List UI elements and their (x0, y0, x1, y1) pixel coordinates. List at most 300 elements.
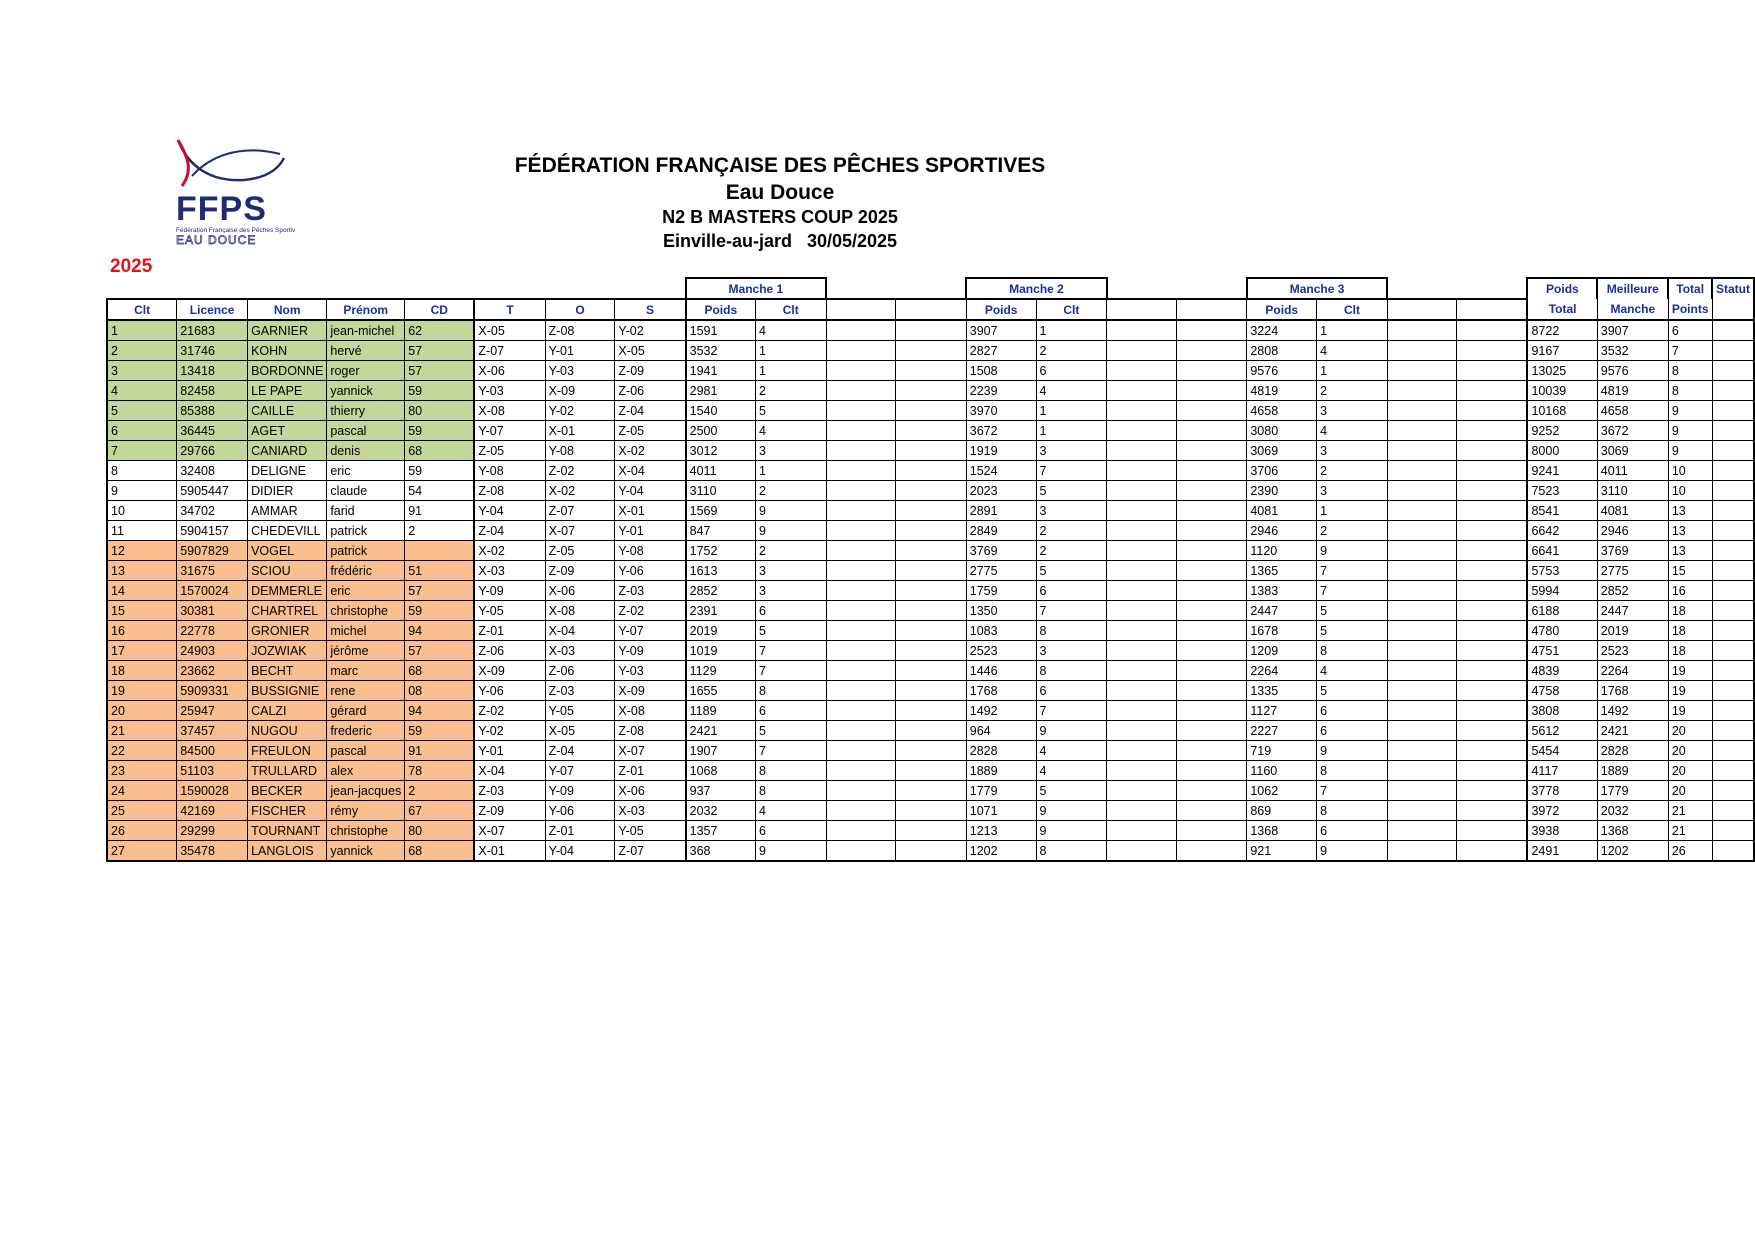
result-row (107, 581, 1754, 601)
cell-total: 10039 (1527, 381, 1597, 401)
cell-best: 4011 (1597, 461, 1668, 481)
result-row (107, 320, 1754, 341)
cell-clt: 25 (107, 801, 177, 821)
cell-total: 3938 (1527, 821, 1597, 841)
cell-t: Z-04 (474, 521, 545, 541)
cell-p3: 921 (1247, 841, 1317, 862)
cell-empty (826, 441, 896, 461)
cell-total: 6641 (1527, 541, 1597, 561)
cell-nom: BUSSIGNIE (248, 681, 327, 701)
cell-empty (826, 841, 896, 862)
cell-c1: 1 (755, 361, 826, 381)
cell-p1: 2019 (686, 621, 756, 641)
cell-total: 4117 (1527, 761, 1597, 781)
cell-total: 10168 (1527, 401, 1597, 421)
cell-best: 1779 (1597, 781, 1668, 801)
cell-c1: 9 (755, 841, 826, 862)
cell-cd: 68 (405, 841, 475, 862)
column-header-row (107, 299, 1754, 320)
result-row (107, 361, 1754, 381)
cell-t: Y-04 (474, 501, 545, 521)
cell-points: 16 (1668, 581, 1712, 601)
cell-clt: 9 (107, 481, 177, 501)
cell-p2: 3907 (966, 320, 1036, 341)
cell-t: Z-07 (474, 341, 545, 361)
cell-c1: 8 (755, 681, 826, 701)
cell-empty (826, 661, 896, 681)
cell-nom: JOZWIAK (248, 641, 327, 661)
cell-clt: 19 (107, 681, 177, 701)
cell-c3: 1 (1317, 320, 1388, 341)
cell-t: X-04 (474, 761, 545, 781)
cell-total: 8541 (1527, 501, 1597, 521)
cell-points: 19 (1668, 681, 1712, 701)
cell-empty (1176, 381, 1247, 401)
cell-o: X-09 (545, 381, 615, 401)
cell-p3: 1368 (1247, 821, 1317, 841)
cell-empty (1107, 381, 1177, 401)
cell-c2: 2 (1036, 521, 1107, 541)
cell-cd: 59 (405, 421, 475, 441)
result-row (107, 681, 1754, 701)
result-row (107, 541, 1754, 561)
cell-total: 3808 (1527, 701, 1597, 721)
cell-empty (1387, 741, 1457, 761)
cell-c2: 8 (1036, 661, 1107, 681)
cell-empty (1107, 821, 1177, 841)
cell-empty (1387, 341, 1457, 361)
cell-clt: 27 (107, 841, 177, 862)
cell-total: 4751 (1527, 641, 1597, 661)
cell-p3: 869 (1247, 801, 1317, 821)
results-table (106, 277, 1755, 862)
cell-empty (1107, 701, 1177, 721)
cell-empty (826, 781, 896, 801)
result-row (107, 741, 1754, 761)
cell-p3: 2946 (1247, 521, 1317, 541)
cell-p1: 1540 (686, 401, 756, 421)
cell-licence: 30381 (177, 601, 248, 621)
cell-p3: 9576 (1247, 361, 1317, 381)
cell-c3: 2 (1317, 461, 1388, 481)
cell-points: 21 (1668, 821, 1712, 841)
cell-nom: DIDIER (248, 481, 327, 501)
cell-clt: 8 (107, 461, 177, 481)
cell-c2: 4 (1036, 761, 1107, 781)
cell-best: 1889 (1597, 761, 1668, 781)
cell-empty (1176, 521, 1247, 541)
cell-licence: 35478 (177, 841, 248, 862)
cell-empty (1457, 721, 1528, 741)
cell-c1: 5 (755, 621, 826, 641)
cell-licence: 84500 (177, 741, 248, 761)
cell-empty (1176, 361, 1247, 381)
cell-empty (1387, 641, 1457, 661)
cell-empty (1457, 841, 1528, 862)
cell-empty (1176, 821, 1247, 841)
cell-best: 4081 (1597, 501, 1668, 521)
total-points-header-top: Total (1668, 278, 1712, 299)
cell-empty (1712, 501, 1754, 521)
cell-best: 2946 (1597, 521, 1668, 541)
cell-prenom: roger (327, 361, 405, 381)
year-label: 2025 (110, 256, 153, 277)
cell-clt: 26 (107, 821, 177, 841)
cell-clt: 1 (107, 320, 177, 341)
cell-clt: 16 (107, 621, 177, 641)
cell-empty (1387, 661, 1457, 681)
cell-empty (1457, 761, 1528, 781)
cell-empty (1457, 320, 1528, 341)
cell-nom: NUGOU (248, 721, 327, 741)
cell-p3: 4819 (1247, 381, 1317, 401)
cell-empty (1387, 681, 1457, 701)
cell-empty (1176, 581, 1247, 601)
cell-empty (1387, 541, 1457, 561)
cell-best: 2032 (1597, 801, 1668, 821)
cell-o: Z-03 (545, 681, 615, 701)
col-poids-2: Poids (966, 299, 1036, 320)
cell-best: 3769 (1597, 541, 1668, 561)
cell-empty (1387, 601, 1457, 621)
cell-empty (1457, 341, 1528, 361)
cell-empty (1457, 561, 1528, 581)
cell-empty (1176, 681, 1247, 701)
cell-cd: 57 (405, 341, 475, 361)
cell-empty (826, 761, 896, 781)
cell-p2: 2828 (966, 741, 1036, 761)
result-row (107, 821, 1754, 841)
cell-p1: 1613 (686, 561, 756, 581)
cell-points: 20 (1668, 781, 1712, 801)
cell-nom: SCIOU (248, 561, 327, 581)
cell-empty (896, 701, 967, 721)
cell-best: 1768 (1597, 681, 1668, 701)
cell-cd: 59 (405, 601, 475, 621)
cell-c2: 3 (1036, 441, 1107, 461)
cell-points: 26 (1668, 841, 1712, 862)
cell-empty (1387, 721, 1457, 741)
cell-o: X-07 (545, 521, 615, 541)
cell-nom: CALZI (248, 701, 327, 721)
cell-empty (896, 481, 967, 501)
cell-best: 3069 (1597, 441, 1668, 461)
cell-empty (1107, 401, 1177, 421)
cell-points: 8 (1668, 381, 1712, 401)
cell-best: 3532 (1597, 341, 1668, 361)
cell-p1: 1189 (686, 701, 756, 721)
cell-clt: 7 (107, 441, 177, 461)
cell-c2: 1 (1036, 401, 1107, 421)
result-row (107, 561, 1754, 581)
cell-c3: 2 (1317, 381, 1388, 401)
cell-empty (1176, 561, 1247, 581)
cell-s: Y-06 (615, 561, 686, 581)
cell-clt: 22 (107, 741, 177, 761)
cell-c2: 4 (1036, 741, 1107, 761)
cell-p2: 1508 (966, 361, 1036, 381)
cell-c1: 9 (755, 521, 826, 541)
cell-c3: 8 (1317, 801, 1388, 821)
cell-empty (896, 621, 967, 641)
result-row (107, 441, 1754, 461)
cell-empty (1107, 541, 1177, 561)
cell-best: 2421 (1597, 721, 1668, 741)
col-cd: CD (405, 299, 475, 320)
cell-total: 6188 (1527, 601, 1597, 621)
cell-total: 5994 (1527, 581, 1597, 601)
cell-s: Z-02 (615, 601, 686, 621)
cell-p2: 1919 (966, 441, 1036, 461)
cell-c1: 4 (755, 421, 826, 441)
cell-empty (1712, 781, 1754, 801)
cell-cd: 2 (405, 781, 475, 801)
cell-p3: 1678 (1247, 621, 1317, 641)
cell-total: 4839 (1527, 661, 1597, 681)
cell-empty (1107, 481, 1177, 501)
cell-o: Z-08 (545, 320, 615, 341)
cell-best: 9576 (1597, 361, 1668, 381)
cell-c2: 5 (1036, 481, 1107, 501)
manche3-header: Manche 3 (1247, 278, 1387, 299)
cell-o: Z-05 (545, 541, 615, 561)
cell-empty (1107, 521, 1177, 541)
cell-empty (1387, 381, 1457, 401)
cell-p2: 2023 (966, 481, 1036, 501)
cell-points: 9 (1668, 401, 1712, 421)
cell-empty (826, 501, 896, 521)
cell-empty (896, 581, 967, 601)
cell-c1: 6 (755, 701, 826, 721)
cell-points: 18 (1668, 601, 1712, 621)
cell-best: 4658 (1597, 401, 1668, 421)
cell-empty (896, 641, 967, 661)
col-meilleure-manche: Manche (1597, 299, 1668, 320)
cell-c1: 6 (755, 821, 826, 841)
cell-cd: 68 (405, 441, 475, 461)
cell-p1: 3012 (686, 441, 756, 461)
cell-p1: 937 (686, 781, 756, 801)
cell-total: 2491 (1527, 841, 1597, 862)
cell-t: Y-05 (474, 601, 545, 621)
cell-empty (1107, 741, 1177, 761)
cell-licence: 24903 (177, 641, 248, 661)
cell-s: Y-08 (615, 541, 686, 561)
cell-empty (1457, 501, 1528, 521)
cell-p3: 3224 (1247, 320, 1317, 341)
cell-p1: 2500 (686, 421, 756, 441)
result-row (107, 621, 1754, 641)
cell-total: 13025 (1527, 361, 1597, 381)
cell-o: X-03 (545, 641, 615, 661)
cell-empty (896, 741, 967, 761)
cell-p2: 1202 (966, 841, 1036, 862)
cell-licence: 1570024 (177, 581, 248, 601)
cell-prenom: jean-jacques (327, 781, 405, 801)
cell-empty (1712, 721, 1754, 741)
result-row (107, 521, 1754, 541)
cell-empty (826, 681, 896, 701)
cell-licence: 31746 (177, 341, 248, 361)
cell-p1: 2421 (686, 721, 756, 741)
cell-nom: TRULLARD (248, 761, 327, 781)
cell-clt: 18 (107, 661, 177, 681)
cell-c2: 8 (1036, 621, 1107, 641)
cell-p1: 1357 (686, 821, 756, 841)
cell-empty (1387, 320, 1457, 341)
cell-c2: 7 (1036, 461, 1107, 481)
cell-licence: 32408 (177, 461, 248, 481)
cell-c3: 5 (1317, 681, 1388, 701)
cell-empty (896, 441, 967, 461)
cell-prenom: frédéric (327, 561, 405, 581)
cell-p1: 368 (686, 841, 756, 862)
cell-p1: 3532 (686, 341, 756, 361)
cell-p2: 964 (966, 721, 1036, 741)
cell-empty (826, 341, 896, 361)
cell-empty (1107, 641, 1177, 661)
col-clt-1: Clt (755, 299, 826, 320)
cell-empty (1176, 741, 1247, 761)
cell-empty (826, 581, 896, 601)
cell-s: X-04 (615, 461, 686, 481)
col-s: S (615, 299, 686, 320)
cell-empty (1107, 561, 1177, 581)
cell-empty (1712, 661, 1754, 681)
cell-prenom: christophe (327, 601, 405, 621)
cell-empty (1176, 541, 1247, 561)
cell-p3: 3706 (1247, 461, 1317, 481)
cell-total: 5753 (1527, 561, 1597, 581)
cell-cd: 94 (405, 701, 475, 721)
cell-p2: 1889 (966, 761, 1036, 781)
cell-points: 13 (1668, 501, 1712, 521)
cell-c3: 3 (1317, 441, 1388, 461)
cell-o: X-05 (545, 721, 615, 741)
federation-title: FÉDÉRATION FRANÇAISE DES PÊCHES SPORTIVES (514, 154, 1046, 177)
cell-nom: LANGLOIS (248, 841, 327, 862)
cell-empty (1107, 601, 1177, 621)
cell-t: Z-03 (474, 781, 545, 801)
cell-o: X-08 (545, 601, 615, 621)
cell-total: 9167 (1527, 341, 1597, 361)
cell-empty (826, 521, 896, 541)
cell-c1: 5 (755, 401, 826, 421)
poids-total-header-top: Poids (1527, 278, 1597, 299)
cell-empty (1712, 541, 1754, 561)
cell-empty (1387, 821, 1457, 841)
cell-clt: 13 (107, 561, 177, 581)
cell-clt: 2 (107, 341, 177, 361)
cell-c1: 4 (755, 801, 826, 821)
cell-empty (896, 421, 967, 441)
cell-p3: 3069 (1247, 441, 1317, 461)
cell-empty (1457, 361, 1528, 381)
competition-title: N2 B MASTERS COUP 2025 (662, 207, 898, 227)
cell-clt: 20 (107, 701, 177, 721)
cell-empty (896, 841, 967, 862)
cell-c3: 2 (1317, 521, 1388, 541)
cell-clt: 6 (107, 421, 177, 441)
cell-empty (896, 320, 967, 341)
cell-licence: 1590028 (177, 781, 248, 801)
cell-licence: 42169 (177, 801, 248, 821)
cell-empty (1457, 421, 1528, 441)
col-poids-total: Total (1527, 299, 1597, 320)
cell-empty (826, 461, 896, 481)
cell-o: Z-02 (545, 461, 615, 481)
cell-empty (896, 401, 967, 421)
cell-empty (826, 361, 896, 381)
cell-c3: 9 (1317, 741, 1388, 761)
cell-best: 1368 (1597, 821, 1668, 841)
cell-s: Z-04 (615, 401, 686, 421)
cell-p3: 2264 (1247, 661, 1317, 681)
cell-total: 9252 (1527, 421, 1597, 441)
cell-empty (1107, 421, 1177, 441)
cell-cd: 68 (405, 661, 475, 681)
cell-empty (1457, 541, 1528, 561)
cell-empty (1107, 661, 1177, 681)
cell-empty (896, 461, 967, 481)
cell-empty (826, 821, 896, 841)
cell-s: X-08 (615, 701, 686, 721)
cell-nom: DELIGNE (248, 461, 327, 481)
cell-nom: BECKER (248, 781, 327, 801)
cell-points: 10 (1668, 461, 1712, 481)
cell-points: 6 (1668, 320, 1712, 341)
cell-s: X-01 (615, 501, 686, 521)
cell-cd: 62 (405, 320, 475, 341)
cell-total: 4758 (1527, 681, 1597, 701)
cell-empty (1712, 841, 1754, 862)
cell-points: 19 (1668, 661, 1712, 681)
cell-nom: FISCHER (248, 801, 327, 821)
cell-o: Y-07 (545, 761, 615, 781)
cell-nom: CAILLE (248, 401, 327, 421)
cell-best: 2852 (1597, 581, 1668, 601)
cell-empty (1712, 581, 1754, 601)
cell-licence: 25947 (177, 701, 248, 721)
ffps-logo (170, 136, 295, 248)
cell-licence: 37457 (177, 721, 248, 741)
cell-empty (1176, 761, 1247, 781)
cell-c1: 2 (755, 481, 826, 501)
cell-t: X-03 (474, 561, 545, 581)
cell-points: 18 (1668, 641, 1712, 661)
cell-p1: 2981 (686, 381, 756, 401)
result-row (107, 461, 1754, 481)
cell-cd: 59 (405, 721, 475, 741)
cell-empty (1712, 741, 1754, 761)
cell-empty (1712, 681, 1754, 701)
cell-empty (1712, 801, 1754, 821)
result-row (107, 401, 1754, 421)
cell-empty (1107, 621, 1177, 641)
cell-cd: 80 (405, 821, 475, 841)
cell-s: Z-08 (615, 721, 686, 741)
cell-empty (1457, 801, 1528, 821)
cell-p2: 1524 (966, 461, 1036, 481)
cell-prenom: jean-michel (327, 320, 405, 341)
cell-p2: 1071 (966, 801, 1036, 821)
cell-t: Y-06 (474, 681, 545, 701)
cell-o: X-02 (545, 481, 615, 501)
cell-empty (1712, 561, 1754, 581)
cell-empty (896, 361, 967, 381)
cell-c2: 1 (1036, 421, 1107, 441)
cell-empty (1107, 341, 1177, 361)
